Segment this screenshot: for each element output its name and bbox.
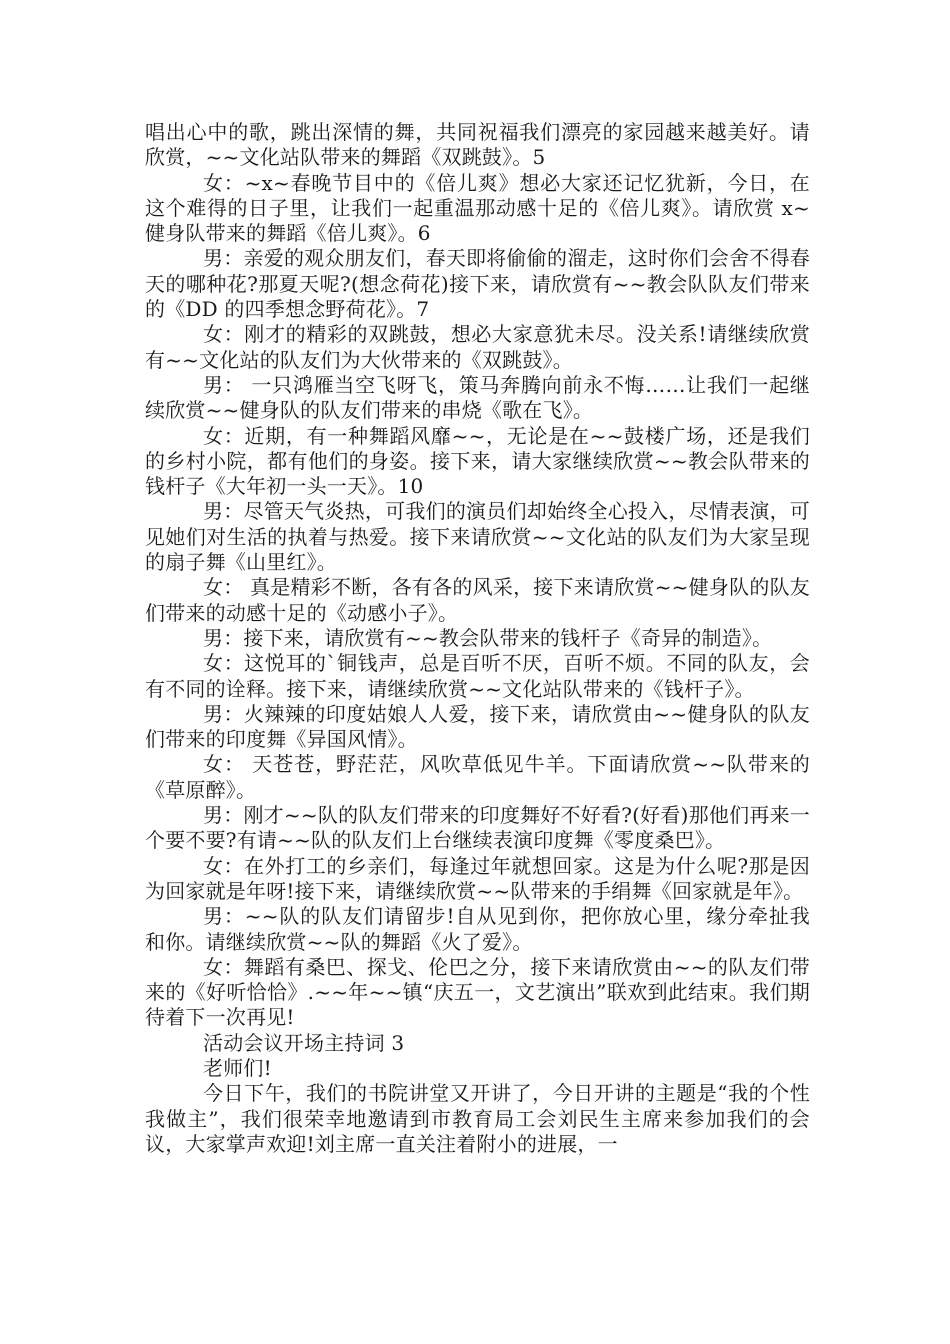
section-heading: 活动会议开场主持词 3 [203,1030,405,1055]
paragraph-14: 女：在外打工的乡亲们，每逢过年就想回家。这是为什么呢?那是因为回家就是年呀!接下来，请继续欣赏~~队带来的手绢舞《回家就是年》。 [145,853,810,903]
document-page [145,120,810,1157]
paragraph-4: 女：刚才的精彩的双跳鼓，想必大家意犹未尽。没关系!请继续欣赏有~~文化站的队友们为大伙带来的《双跳鼓》。 [145,322,810,372]
paragraph-16: 女：舞蹈有桑巴、探戈、伦巴之分，接下来请欣赏由~~的队友们带来的《好听恰恰》.~~年~~镇“庆五一，文艺演出”联欢到此结束。我们期待着下一次再见! [145,954,810,1030]
paragraph-7: 男：尽管天气炎热，可我们的演员们却始终全心投入，尽情表演，可见她们对生活的执着与热爱。接下来请欣赏~~文化站的队友们为大家呈现的扇子舞《山里红》。 [145,499,810,575]
paragraph-12: 女： 天苍苍，野茫茫，风吹草低见牛羊。下面请欣赏~~队带来的《草原醉》。 [145,752,810,802]
paragraph-8: 女： 真是精彩不断，各有各的风采，接下来请欣赏~~健身队的队友们带来的动感十足的《动感小子》。 [145,575,810,625]
paragraph-2: 女：~x~春晚节目中的《倍儿爽》想必大家还记忆犹新，今日，在这个难得的日子里，让我们一起重温那动感十足的《倍儿爽》。请欣赏 x~健身队带来的舞蹈《倍儿爽》。6 [145,170,810,246]
paragraph-9: 男：接下来，请欣赏有~~教会队带来的钱杆子《奇异的制造》。 [203,625,773,650]
paragraph-6: 女：近期，有一种舞蹈风靡~~，无论是在~~鼓楼广场，还是我们的乡村小院，都有他们的身姿。接下来，请大家继续欣赏~~教会队带来的钱杆子《大年初一头一天》。10 [145,423,810,499]
paragraph-13: 男：刚才~~队的队友们带来的印度舞好不好看?(好看)那他们再来一个要不要?有请~~队的队友们上台继续表演印度舞《零度桑巴》。 [145,803,810,853]
paragraph-19: 今日下午，我们的书院讲堂又开讲了，今日开讲的主题是“我的个性我做主”，我们很荣幸地邀请到市教育局工会刘民生主席来参加我们的会议，大家掌声欢迎!刘主席一直关注着附小的进展，一 [145,1081,810,1156]
salutation: 老师们! [203,1055,272,1080]
paragraph-3: 男：亲爱的观众朋友们，春天即将偷偷的溜走，这时你们会舍不得春天的哪种花?那夏天呢?(想念荷花)接下来，请欣赏有~~教会队队友们带来的《DD 的四季想念野荷花》。7 [145,246,810,322]
paragraph-15: 男：~~队的队友们请留步!自从见到你，把你放心里，缘分牵扯我和你。请继续欣赏~~队的舞蹈《火了爱》。 [145,904,810,954]
paragraph-11: 男：火辣辣的印度姑娘人人爱，接下来，请欣赏由~~健身队的队友们带来的印度舞《异国风情》。 [145,701,810,752]
paragraph-10: 女：这悦耳的`铜钱声，总是百听不厌，百听不烦。不同的队友，会有不同的诠释。接下来，请继续欣赏~~文化站队带来的《钱杆子》。 [145,651,810,701]
paragraph-1: 唱出心中的歌，跳出深情的舞，共同祝福我们漂亮的家园越来越美好。请欣赏，~~文化站队带来的舞蹈《双跳鼓》。5 [145,120,810,170]
paragraph-5: 男： 一只鸿雁当空飞呀飞，策马奔腾向前永不悔……让我们一起继续欣赏~~健身队的队友们带来的串烧《歌在飞》。 [145,372,810,423]
